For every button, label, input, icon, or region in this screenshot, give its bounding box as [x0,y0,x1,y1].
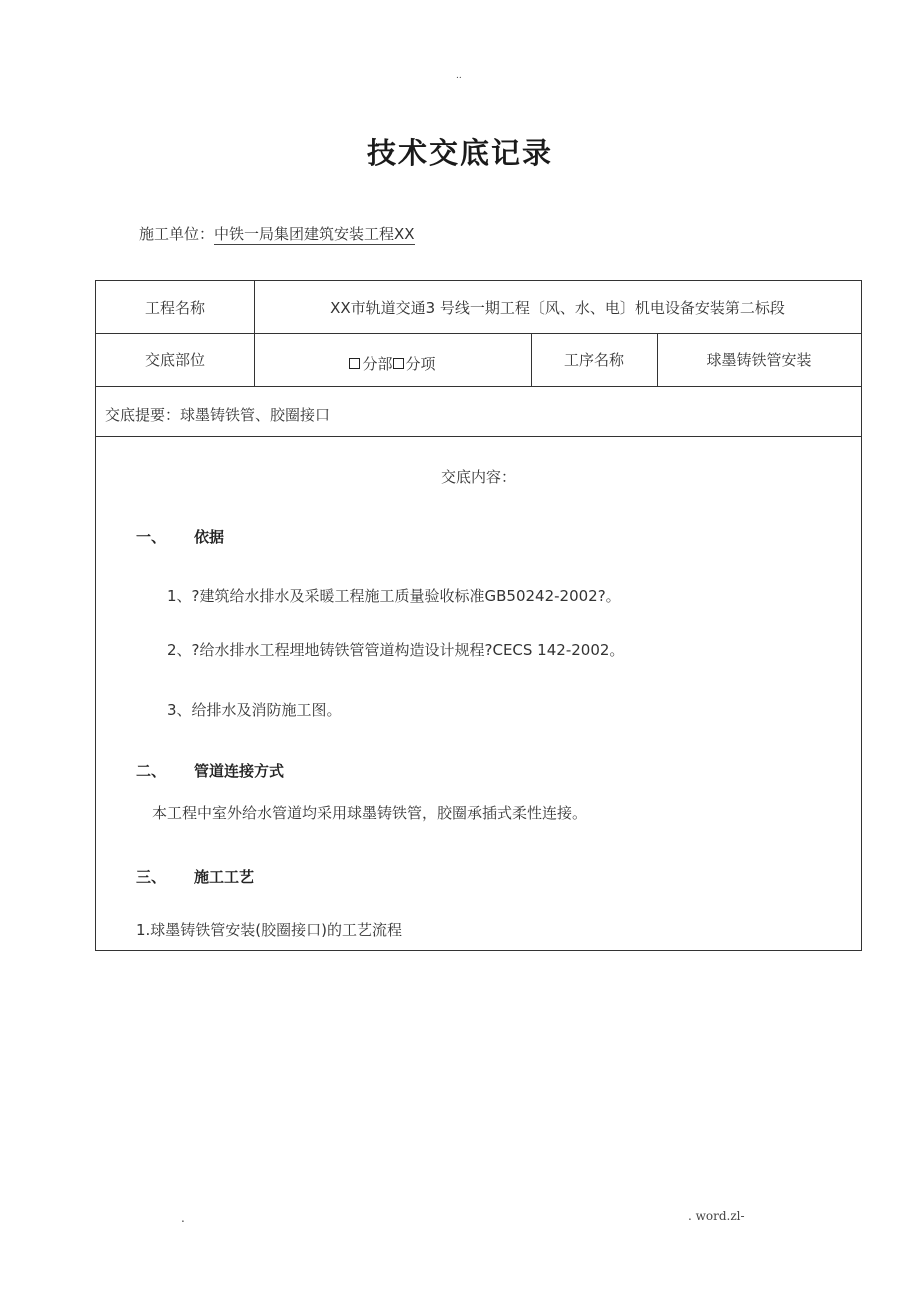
row-divider [96,436,861,437]
footer-mark-right: . word.zl- [688,1209,745,1223]
content-title: 交底内容： [440,468,516,486]
disclosure-summary: 交底提要：球墨铸铁管、胶圈接口 [105,406,331,424]
section-title: 施工工艺 [194,868,255,886]
disclosure-part-options [254,337,531,390]
basis-item: 3、给排水及消防施工图。 [167,701,342,719]
option-subitem: 分项 [405,355,436,373]
process-name-label: 工序名称 [563,351,624,369]
checkbox-icon[interactable] [393,358,404,369]
disclosure-table [95,280,862,951]
project-name-label: 工程名称 [144,298,205,317]
disclosure-part-label: 交底部位 [144,351,205,369]
section-number: 二、 [136,762,167,780]
basis-item: 1、?建筑给水排水及采暖工程施工质量验收标准GB50242-2002?。 [167,587,621,605]
project-name-value: XX市轨道交通3 号线一期工程〔风、水、电〕机电设备安装第二标段 [330,298,785,317]
page-title: 技术交底记录 [366,136,553,170]
footer-mark-left: . [181,1211,185,1225]
header-mark: .. [456,71,462,81]
section-title: 依据 [194,528,225,546]
process-name-value: 球墨铸铁管安装 [706,351,812,369]
construction-unit-value: 中铁一局集团建筑安装工程XX [214,225,415,243]
section-number: 三、 [136,868,167,886]
connection-text: 本工程中室外给水管道均采用球墨铸铁管，胶圈承插式柔性连接。 [152,804,588,822]
process-item: 1.球墨铸铁管安装(胶圈接口)的工艺流程 [136,921,403,939]
construction-unit [139,223,415,244]
basis-item: 2、?给水排水工程埋地铸铁管管道构造设计规程?CECS 142-2002。 [167,641,625,659]
option-division: 分部 [362,355,393,373]
checkbox-icon[interactable] [349,358,360,369]
construction-unit-label: 施工单位： [139,225,215,243]
section-title: 管道连接方式 [194,762,285,780]
section-number: 一、 [136,528,167,546]
